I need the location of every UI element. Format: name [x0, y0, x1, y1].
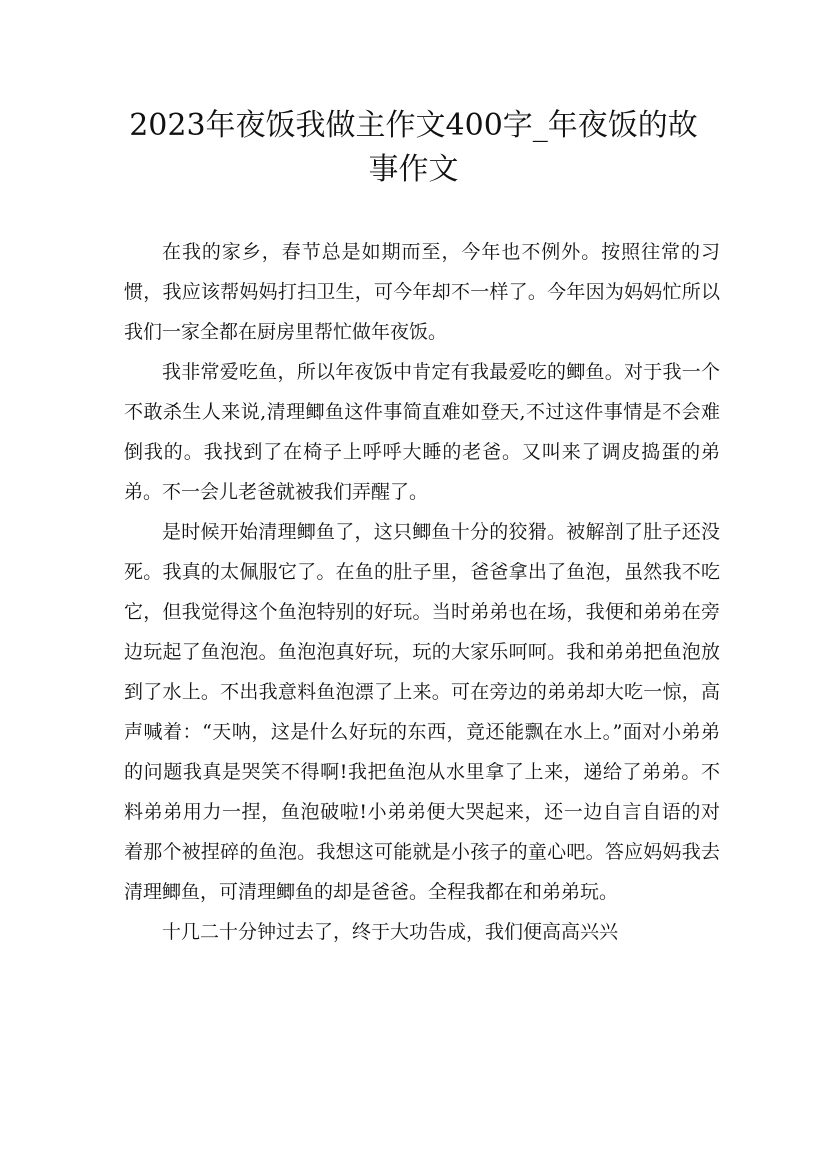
paragraph-3: 是时候开始清理鲫鱼了，这只鲫鱼十分的狡猾。被解剖了肚子还没死。我真的太佩服它了。在鱼的肚子里，爸爸拿出了鱼泡，虽然我不吃它，但我觉得这个鱼泡特别的好玩。当时弟弟也在场，我便和弟弟在旁边玩起了鱼泡泡。鱼泡泡真好玩，玩的大家乐呵呵。我和弟弟把鱼泡放到了水上。不出我意料鱼泡漂了上来。可在旁边的弟弟却大吃一惊，高声喊着：“天呐，这是什么好玩的东西，竟还能飘在水上。”面对小弟弟的问题我真是哭笑不得啊!我把鱼泡从水里拿了上来，递给了弟弟。不料弟弟用力一捏，鱼泡破啦!小弟弟便大哭起来，还一边自言自语的对着那个被捏碎的鱼泡。我想这可能就是小孩子的童心吧。答应妈妈我去清理鲫鱼，可清理鲫鱼的却是爸爸。全程我都在和弟弟玩。 — [124, 521, 720, 903]
document-body — [124, 232, 720, 952]
paragraph-2: 我非常爱吃鱼，所以年夜饭中肯定有我最爱吃的鲫鱼。对于我一个不敢杀生人来说,清理鲫鱼这件事简直难如登天,不过这件事情是不会难倒我的。我找到了在椅子上呼呼大睡的老爸。又叫来了调皮捣蛋的弟弟。不一会儿老爸就被我们弄醒了。 — [124, 361, 720, 503]
paragraph-1: 在我的家乡，春节总是如期而至，今年也不例外。按照往常的习惯，我应该帮妈妈打扫卫生，可今年却不一样了。今年因为妈妈忙所以我们一家全都在厨房里帮忙做年夜饭。 — [124, 241, 720, 343]
document-title — [110, 104, 717, 192]
title-line-1: 2023年夜饭我做主作文400字_年夜饭的故 — [129, 108, 698, 143]
paragraph-4: 十几二十分钟过去了，终于大功告成，我们便高高兴兴 — [162, 921, 619, 943]
title-line-2: 事作文 — [368, 152, 459, 187]
